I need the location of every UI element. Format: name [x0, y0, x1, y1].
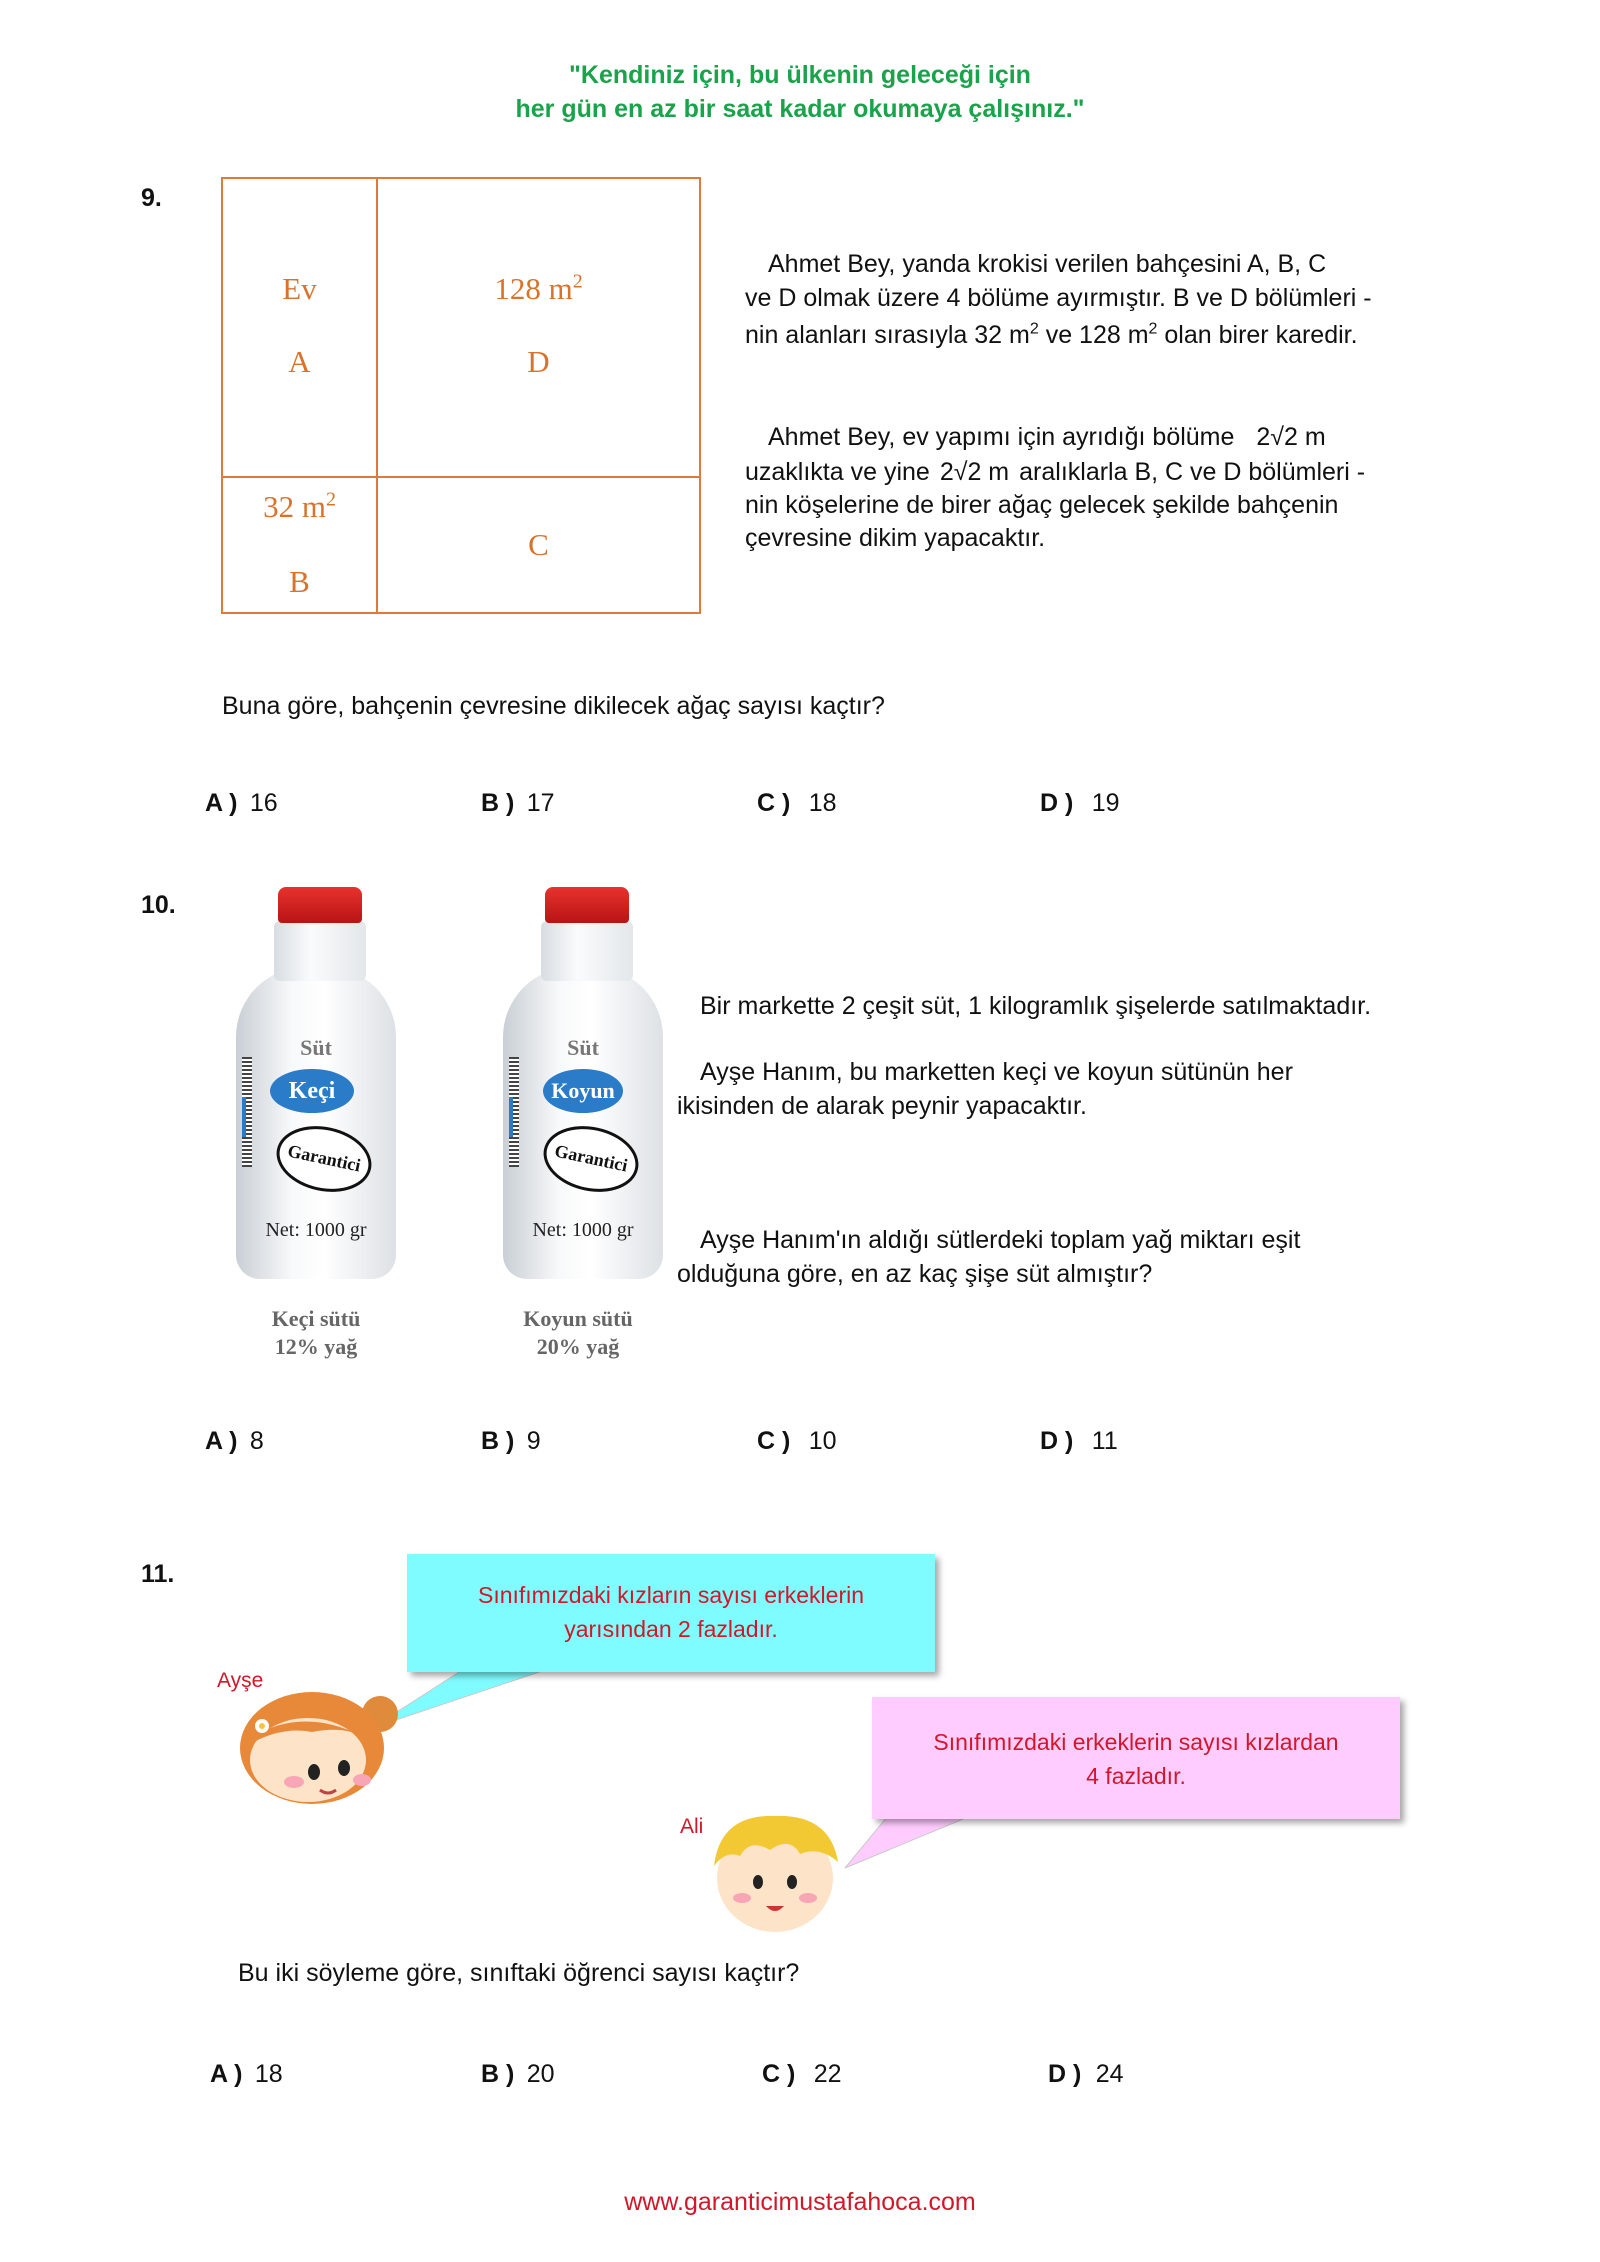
ayse-speech-box: Sınıfımızdaki kızların sayısı erkeklerin yarısından 2 fazladır. — [407, 1554, 935, 1672]
ali-speech-box: Sınıfımızdaki erkeklerin sayısı kızlardan 4 fazladır. — [872, 1697, 1400, 1819]
q11-option-c[interactable]: C ) 22 — [762, 2060, 842, 2088]
q10-p3-line2: olduğuna göre, en az kaç şişe süt almıştır? — [677, 1260, 1153, 1288]
q10-p1: Bir markette 2 çeşit süt, 1 kilogramlık şişelerde satılmaktadır. — [700, 992, 1372, 1020]
q9-question: Buna göre, bahçenin çevresine dikilecek ağaç sayısı kaçtır? — [222, 692, 885, 720]
q9-option-b[interactable]: B ) 17 — [481, 789, 555, 817]
q9-option-a[interactable]: A ) 16 — [205, 789, 278, 817]
sheep-milk-caption: Koyun sütü 20% yağ — [523, 1306, 633, 1359]
label-b: B — [289, 564, 310, 599]
bottle-label-type: Koyun — [543, 1069, 623, 1113]
label-d: D — [527, 344, 550, 379]
q9-p2-line4: çevresine dikim yapacaktır. — [745, 524, 1046, 552]
question-number-10: 10. — [141, 891, 176, 919]
label-d-area: 128 $m^2$ — [494, 270, 583, 306]
brand-bubble: Garantici — [537, 1118, 644, 1201]
label-a: A — [288, 344, 311, 379]
label-ev: Ev — [282, 271, 317, 306]
q11-question: Bu iki söyleme göre, sınıftaki öğrenci sayısı kaçtır? — [238, 1959, 800, 1987]
q9-option-d[interactable]: D ) 19 — [1040, 789, 1120, 817]
ali-name-label: Ali — [680, 1815, 704, 1838]
ali-face-icon — [700, 1806, 850, 1936]
q9-p1-line2: ve D olmak üzere 4 bölüme ayırmıştır. B ve D bölümleri - — [745, 284, 1372, 312]
question-number-11: 11. — [141, 1560, 175, 1588]
ayse-name-label: Ayşe — [217, 1669, 264, 1692]
q9-p2-line1: Ahmet Bey, ev yapımı için ayrıdığı bölüme 2√2 m — [768, 423, 1326, 451]
label-c: C — [528, 527, 549, 562]
q9-option-c[interactable]: C ) 18 — [757, 789, 837, 817]
q10-p2-line1: Ayşe Hanım, bu marketten keçi ve koyun sütünün her — [700, 1058, 1293, 1086]
motto-line-1: "Kendiniz için, bu ülkenin geleceği için — [569, 61, 1031, 89]
q11-option-b[interactable]: B ) 20 — [481, 2060, 555, 2088]
math-2root2: 2√2 m — [939, 458, 1010, 486]
q10-option-a[interactable]: A ) 8 — [205, 1427, 264, 1455]
q10-option-b[interactable]: B ) 9 — [481, 1427, 541, 1455]
q10-option-d[interactable]: D ) 11 — [1040, 1427, 1118, 1455]
footer-website-link[interactable]: www.garanticimustafahoca.com — [624, 2188, 976, 2216]
q10-option-c[interactable]: C ) 10 — [757, 1427, 837, 1455]
bottle-label-type: Keçi — [270, 1069, 354, 1113]
q9-p1-line1: Ahmet Bey, yanda krokisi verilen bahçesini A, B, C — [768, 250, 1327, 278]
q11-option-d[interactable]: D ) 24 — [1048, 2060, 1124, 2088]
ayse-face-icon — [232, 1686, 402, 1806]
bottle-net-weight: Net: 1000 gr — [532, 1219, 634, 1241]
bottle-label-sut: Süt — [300, 1035, 332, 1060]
q10-p3-line1: Ayşe Hanım'ın aldığı sütlerdeki toplam yağ miktarı eşit — [700, 1226, 1301, 1254]
bottle-net-weight: Net: 1000 gr — [265, 1219, 367, 1241]
q9-p1-line3: nin alanları sırasıyla 32 $m^2$ ve 128 $m^2$ olan birer karedir. — [745, 320, 1358, 349]
brand-bubble: Garantici — [270, 1118, 377, 1201]
q9-p2-line3: nin köşelerine de birer ağaç gelecek şekilde bahçenin — [745, 491, 1339, 519]
q11-option-a[interactable]: A ) 18 — [210, 2060, 283, 2088]
goat-milk-caption: Keçi sütü 12% yağ — [271, 1306, 361, 1359]
motto-line-2: her gün en az bir saat kadar okumaya çalışınız." — [515, 95, 1085, 123]
math-2root2: 2√2 m — [1256, 423, 1326, 451]
q9-p2-line2: uzaklıkta ve yine 2√2 m aralıklarla B, C ve D bölümleri - — [745, 458, 1366, 486]
label-b-area: 32 $m^2$ — [263, 488, 336, 524]
bottle-label-sut: Süt — [567, 1035, 599, 1060]
q10-p2-line2: ikisinden de alarak peynir yapacaktır. — [677, 1092, 1087, 1120]
question-number-9: 9. — [141, 184, 162, 212]
